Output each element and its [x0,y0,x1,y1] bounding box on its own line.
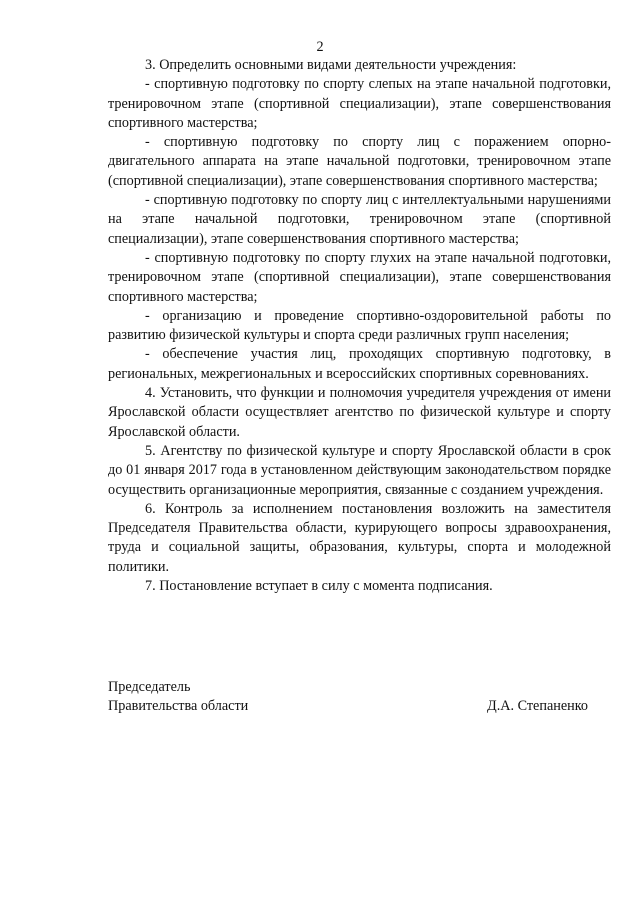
document-body [108,56,611,596]
list-item-competitions: - обеспечение участия лиц, проходящих спортивную подготовку, в региональных, межрегиональных и всероссийских спортивных соревнованиях. [108,346,611,382]
list-item-deaf-sport: - спортивную подготовку по спорту глухих на этапе начальной подготовки, тренировочном этапе (спортивной специализации), этапе совершенствования спортивного мастерства; [108,249,611,305]
list-item-health-work: - организацию и проведение спортивно-оздоровительной работы по развитию физической культуры и спорта среди различных групп населения; [108,307,611,344]
paragraph-3: 3. Определить основными видами деятельности учреждения: [145,57,517,73]
list-item-musculoskeletal-sport: - спортивную подготовку по спорту лиц с поражением опорно-двигательного аппарата на этапе начальной подготовки, тренировочном этапе (спортивной специализации), этапе совершенствования спортивного мастерства; [108,134,611,189]
signatory-title-line2: Правительства области [108,698,249,715]
signatory-name: Д.А. Степаненко [487,698,588,715]
signature-block [108,678,588,717]
page-number: 2 [316,39,324,55]
list-item-blind-sport: - спортивную подготовку по спорту слепых на этапе начальной подготовки, тренировочном этапе (спортивной специализации), этапе совершенствования спортивного мастерства; [108,76,611,131]
paragraph-6: 6. Контроль за исполнением постановления возложить на заместителя Председателя Правительства области, курирующего вопросы здравоохранения, труда и социальной защиты, образования, культуры, спорта и молодежной политики. [108,500,611,575]
paragraph-7: 7. Постановление вступает в силу с момента подписания. [145,578,493,595]
list-item-intellectual-sport: - спортивную подготовку по спорту лиц с интеллектуальными нарушениями на этапе начальной подготовки, тренировочном этапе (спортивной специализации), этапе совершенствования спортивного мастерства; [108,192,611,247]
paragraph-4: 4. Установить, что функции и полномочия учредителя учреждения от имени Ярославской области осуществляет агентство по физической культуре и спорту Ярославской области. [108,385,611,440]
signatory-title-line1: Председатель [108,679,191,695]
paragraph-5: 5. Агентству по физической культуре и спорту Ярославской области в срок до 01 января 2017 года в установленном действующим законодательством порядке осуществить организационные мероприятия, связанные с созданием учреждения. [108,442,611,498]
